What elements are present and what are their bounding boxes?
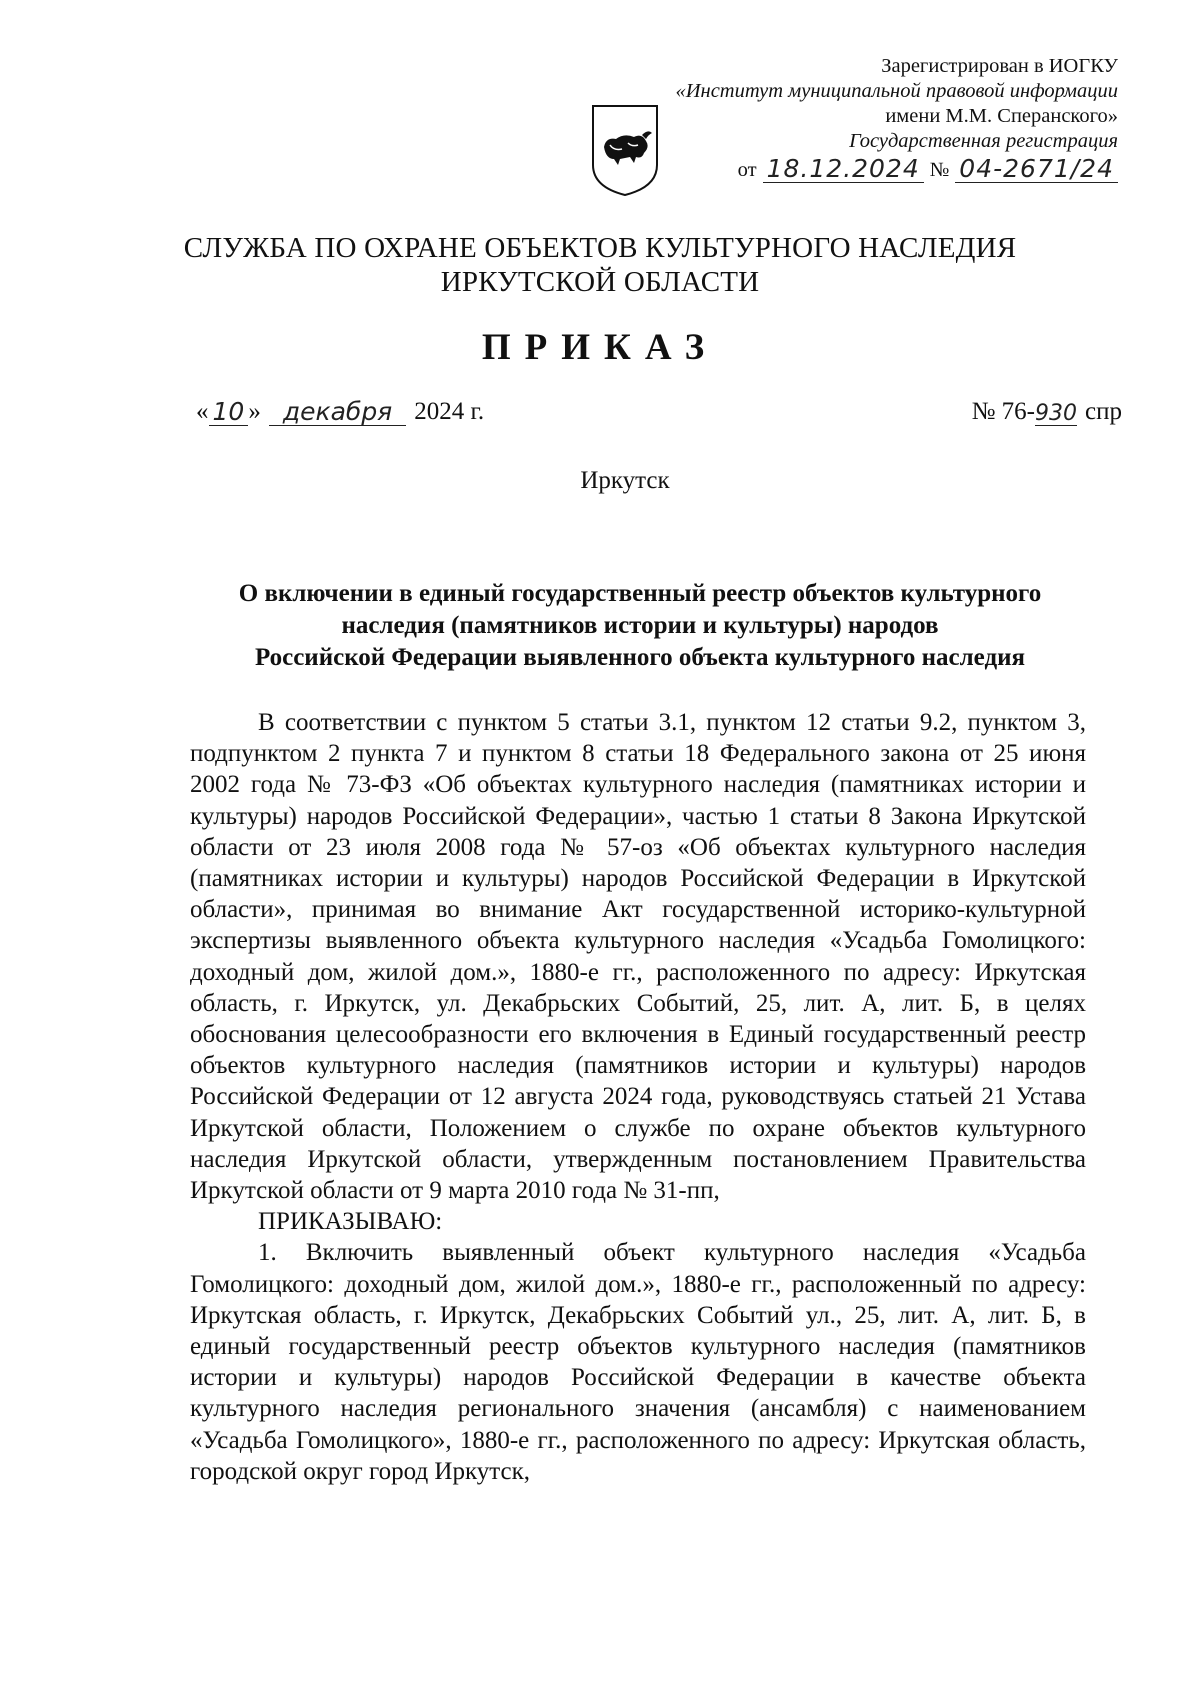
registration-number-value: 04-2671/24 <box>955 156 1118 183</box>
order-subject-line-1: О включении в единый государственный реестр объектов культурного <box>238 580 1042 607</box>
registration-line-3: имени М.М. Сперанского» <box>885 105 1118 127</box>
order-date-day: 10 <box>209 399 249 426</box>
order-subject-line-3: Российской Федерации выявленного объекта культурного наследия <box>254 644 1026 671</box>
registration-date-value: 18.12.2024 <box>763 156 924 183</box>
order-subject <box>190 578 1090 674</box>
registration-line-4: Государственная регистрация <box>849 130 1118 152</box>
preamble-paragraph: В соответствии с пунктом 5 статьи 3.1, пунктом 12 статьи 9.2, пунктом 3, подпунктом 2 пункта 7 и пунктом 8 статьи 18 Федерального закона от 25 июня 2002 года № 73-ФЗ «Об объектах культурного наследия (памятниках истории и культуры) народов Российской Федерации», частью 1 статьи 8 Закона Иркутской области от 23 июля 2008 года № 57-оз «Об объектах культурного наследия (памятниках истории и культуры) народов Российской Федерации в Иркутской области», принимая во внимание Акт государственной историко-культурной экспертизы выявленного объекта культурного наследия «Усадьба Гомолицкого: доходный дом, жилой дом.», 1880-е гг., расположенного по адресу: Иркутская область, г. Иркутск, ул. Декабрьских Событий, 25, лит. А, лит. Б, в целях обоснования целесообразности его включения в Единый государственный реестр объектов культурного наследия (памятников истории и культуры) народов Российской Федерации от 12 августа 2024 года, руководствуясь статьей 21 Устава Иркутской области, Положением о службе по охране объектов культурного наследия Иркутской области, утвержденным постановлением Правительства Иркутской области от 9 марта 2010 года № 31-пп, <box>190 709 1086 1205</box>
document-title: ПРИКАЗ <box>481 327 719 368</box>
order-word: ПРИКАЗЫВАЮ: <box>258 1208 443 1236</box>
registration-line-2: «Институт муниципальной правовой информации <box>675 80 1118 102</box>
order-date-open-quote: « <box>196 398 209 425</box>
registration-number-prefix: № <box>929 159 950 181</box>
order-date <box>196 398 484 426</box>
order-number-suffix: спр <box>1085 398 1122 425</box>
order-number-prefix: № 76- <box>971 398 1036 425</box>
coat-of-arms-icon <box>590 103 660 198</box>
registration-stamp <box>675 54 1118 183</box>
registration-line-1: Зарегистрирован в ИОГКУ <box>881 55 1118 77</box>
registration-date-prefix: от <box>737 159 757 181</box>
order-number <box>972 398 1122 426</box>
order-subject-line-2: наследия (памятников истории и культуры) народов <box>341 612 939 639</box>
order-date-year: 2024 г. <box>414 398 485 425</box>
order-date-month: декабря <box>269 399 406 426</box>
agency-name <box>0 231 1200 299</box>
order-item-1: 1. Включить выявленный объект культурного наследия «Усадьба Гомолицкого: доходный дом, жилой дом.», 1880-е гг., расположенный по адресу: Иркутская область, г. Иркутск, Декабрьских Событий ул., 25, лит. А, лит. Б, в единый государственный реестр объектов культурного наследия (памятников истории и культуры) народов Российской Федерации в качестве объекта культурного наследия регионального значения (ансамбля) с наименованием «Усадьба Гомолицкого», 1880-е гг., расположенного по адресу: Иркутская область, городской округ город Иркутск, <box>190 1239 1086 1485</box>
registration-date-row <box>675 156 1118 183</box>
order-number-handwritten: 930 <box>1035 401 1078 426</box>
agency-name-line-1: СЛУЖБА ПО ОХРАНЕ ОБЪЕКТОВ КУЛЬТУРНОГО НАСЛЕДИЯ <box>183 232 1017 264</box>
order-date-close-quote: » <box>248 398 261 425</box>
order-body <box>190 707 1086 1487</box>
city-name: Иркутск <box>580 467 670 494</box>
agency-name-line-2: ИРКУТСКОЙ ОБЛАСТИ <box>440 266 760 298</box>
